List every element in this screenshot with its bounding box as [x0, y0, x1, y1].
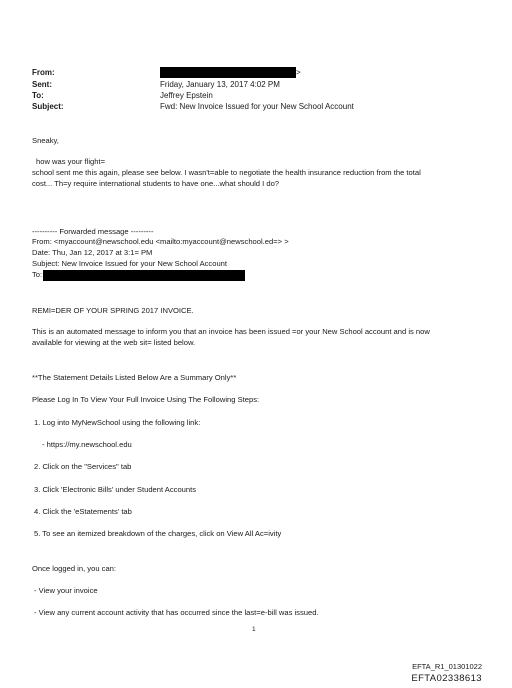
- sent-value: Friday, January 13, 2017 4:02 PM: [160, 80, 280, 89]
- subject-label: Subject:: [32, 102, 64, 111]
- bullet-account-activity: - View any current account activity that has occurred since the last=e-bill was issued.: [34, 608, 319, 617]
- redaction-from: [160, 67, 296, 78]
- forwarded-separator: ---------- Forwarded message ---------: [32, 227, 154, 236]
- forwarded-date: Date: Thu, Jan 12, 2017 at 3:1= PM: [32, 248, 153, 257]
- page-number: 1: [252, 626, 256, 633]
- body-line-3: cost... Th=y require international students to have one...what should I do?: [32, 179, 280, 188]
- invoice-heading: REMI=DER OF YOUR SPRING 2017 INVOICE.: [32, 306, 194, 315]
- forwarded-subject: Subject: New Invoice Issued for your New School Account: [32, 259, 228, 268]
- summary-note: **The Statement Details Listed Below Are a Summary Only**: [32, 373, 237, 382]
- to-value: Jeffrey Epstein: [160, 91, 213, 100]
- redaction-to: [43, 270, 245, 281]
- forwarded-from: From: <myaccount@newschool.edu <mailto:myaccount@newschool.ed=> >: [32, 237, 289, 246]
- body-line-1: how was your flight=: [36, 157, 106, 166]
- step-5: 5. To see an itemized breakdown of the charges, click on View All Ac=ivity: [34, 529, 282, 538]
- subject-value: Fwd: New Invoice Issued for your New School Account: [160, 102, 354, 111]
- step-1: 1. Log into MyNewSchool using the following link:: [34, 418, 201, 427]
- step-4: 4. Click the 'eStatements' tab: [34, 507, 132, 516]
- body-line-2: school sent me this again, please see below. I wasn't=able to negotiate the health insurance reduction from the total: [32, 168, 421, 177]
- steps-intro: Please Log In To View Your Full Invoice Using The Following Steps:: [32, 395, 260, 404]
- step-1-link: - https://my.newschool.edu: [42, 440, 132, 449]
- footer-id-1: EFTA_R1_01301022: [412, 662, 482, 671]
- invoice-intro-1: This is an automated message to inform you that an invoice has been issued =or your New School account and is now: [32, 327, 430, 336]
- forwarded-to: To:: [32, 270, 43, 279]
- step-2: 2. Click on the "Services" tab: [34, 462, 132, 471]
- sent-label: Sent:: [32, 80, 52, 89]
- to-label: To:: [32, 91, 44, 100]
- from-tail: >: [296, 68, 301, 77]
- logged-in-intro: Once logged in, you can:: [32, 564, 117, 573]
- bullet-view-invoice: - View your invoice: [34, 586, 98, 595]
- step-3: 3. Click 'Electronic Bills' under Student Accounts: [34, 485, 197, 494]
- footer-id-2: EFTA02338613: [411, 673, 482, 684]
- from-label: From:: [32, 68, 55, 77]
- invoice-intro-2: available for viewing at the web sit= listed below.: [32, 338, 196, 347]
- greeting: Sneaky,: [32, 136, 59, 145]
